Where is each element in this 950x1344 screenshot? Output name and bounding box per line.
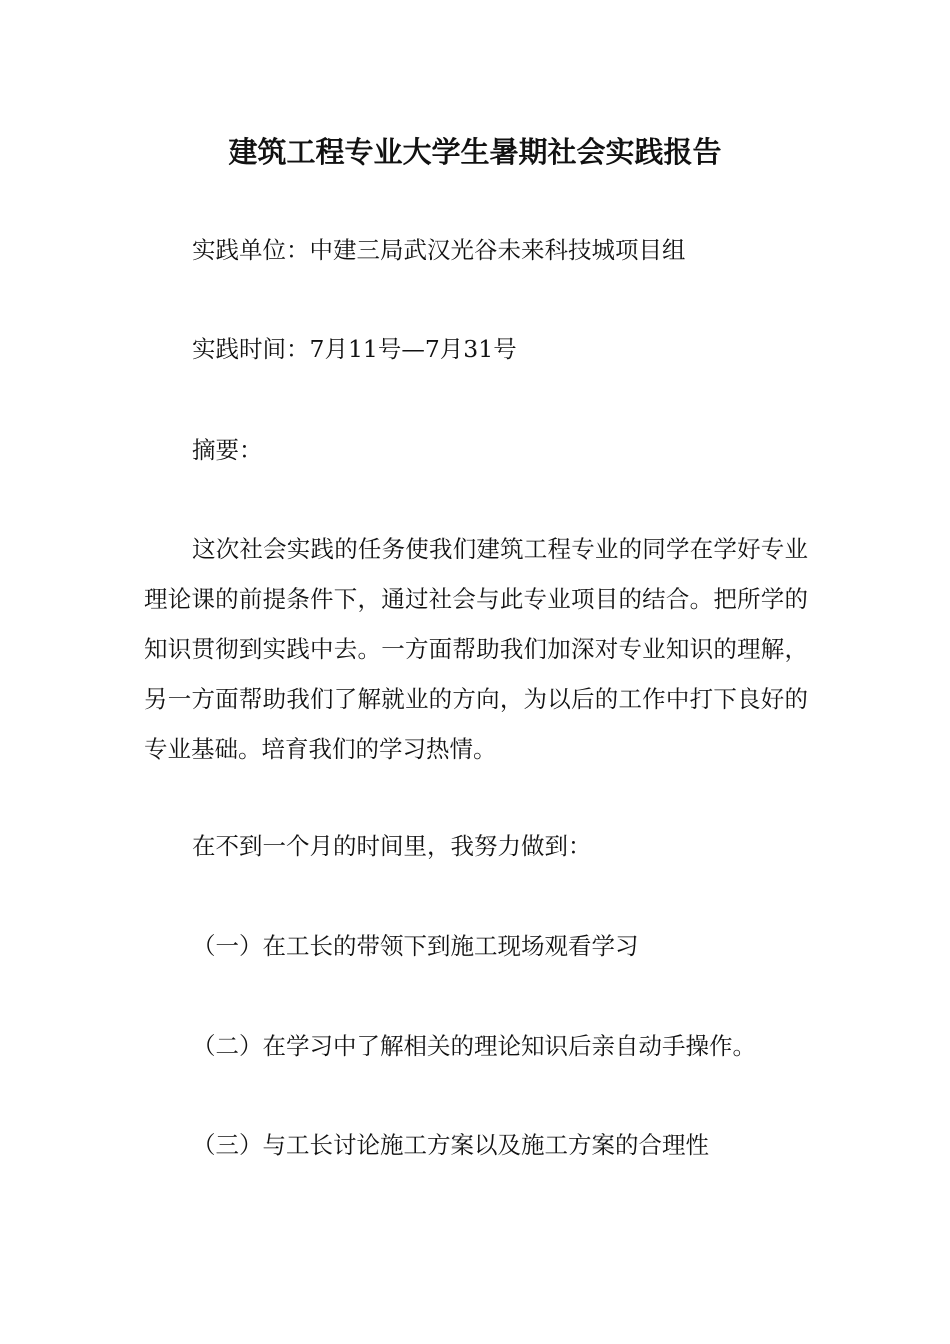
list-item: （一）在工长的带领下到施工现场观看学习 — [192, 932, 639, 960]
abstract-body: 这次社会实践的任务使我们建筑工程专业的同学在学好专业理论课的前提条件下，通过社会与此专业项目的结合。把所学的知识贯彻到实践中去。一方面帮助我们加深对专业知识的理解，另一方面帮助我们了解就业的方向，为以后的工作中打下良好的专业基础。培育我们的学习热情。 — [144, 535, 808, 763]
abstract-label: 摘要： — [192, 436, 263, 464]
practice-time-line: 实践时间：7月11号—7月31号 — [192, 335, 517, 363]
intro-line: 在不到一个月的时间里，我努力做到： — [192, 832, 592, 860]
practice-unit-line: 实践单位：中建三局武汉光谷未来科技城项目组 — [192, 236, 686, 264]
list-item: （三）与工长讨论施工方案以及施工方案的合理性 — [192, 1131, 709, 1159]
document-title: 建筑工程专业大学生暑期社会实践报告 — [228, 135, 722, 169]
list-item: （二）在学习中了解相关的理论知识后亲自动手操作。 — [192, 1032, 756, 1060]
